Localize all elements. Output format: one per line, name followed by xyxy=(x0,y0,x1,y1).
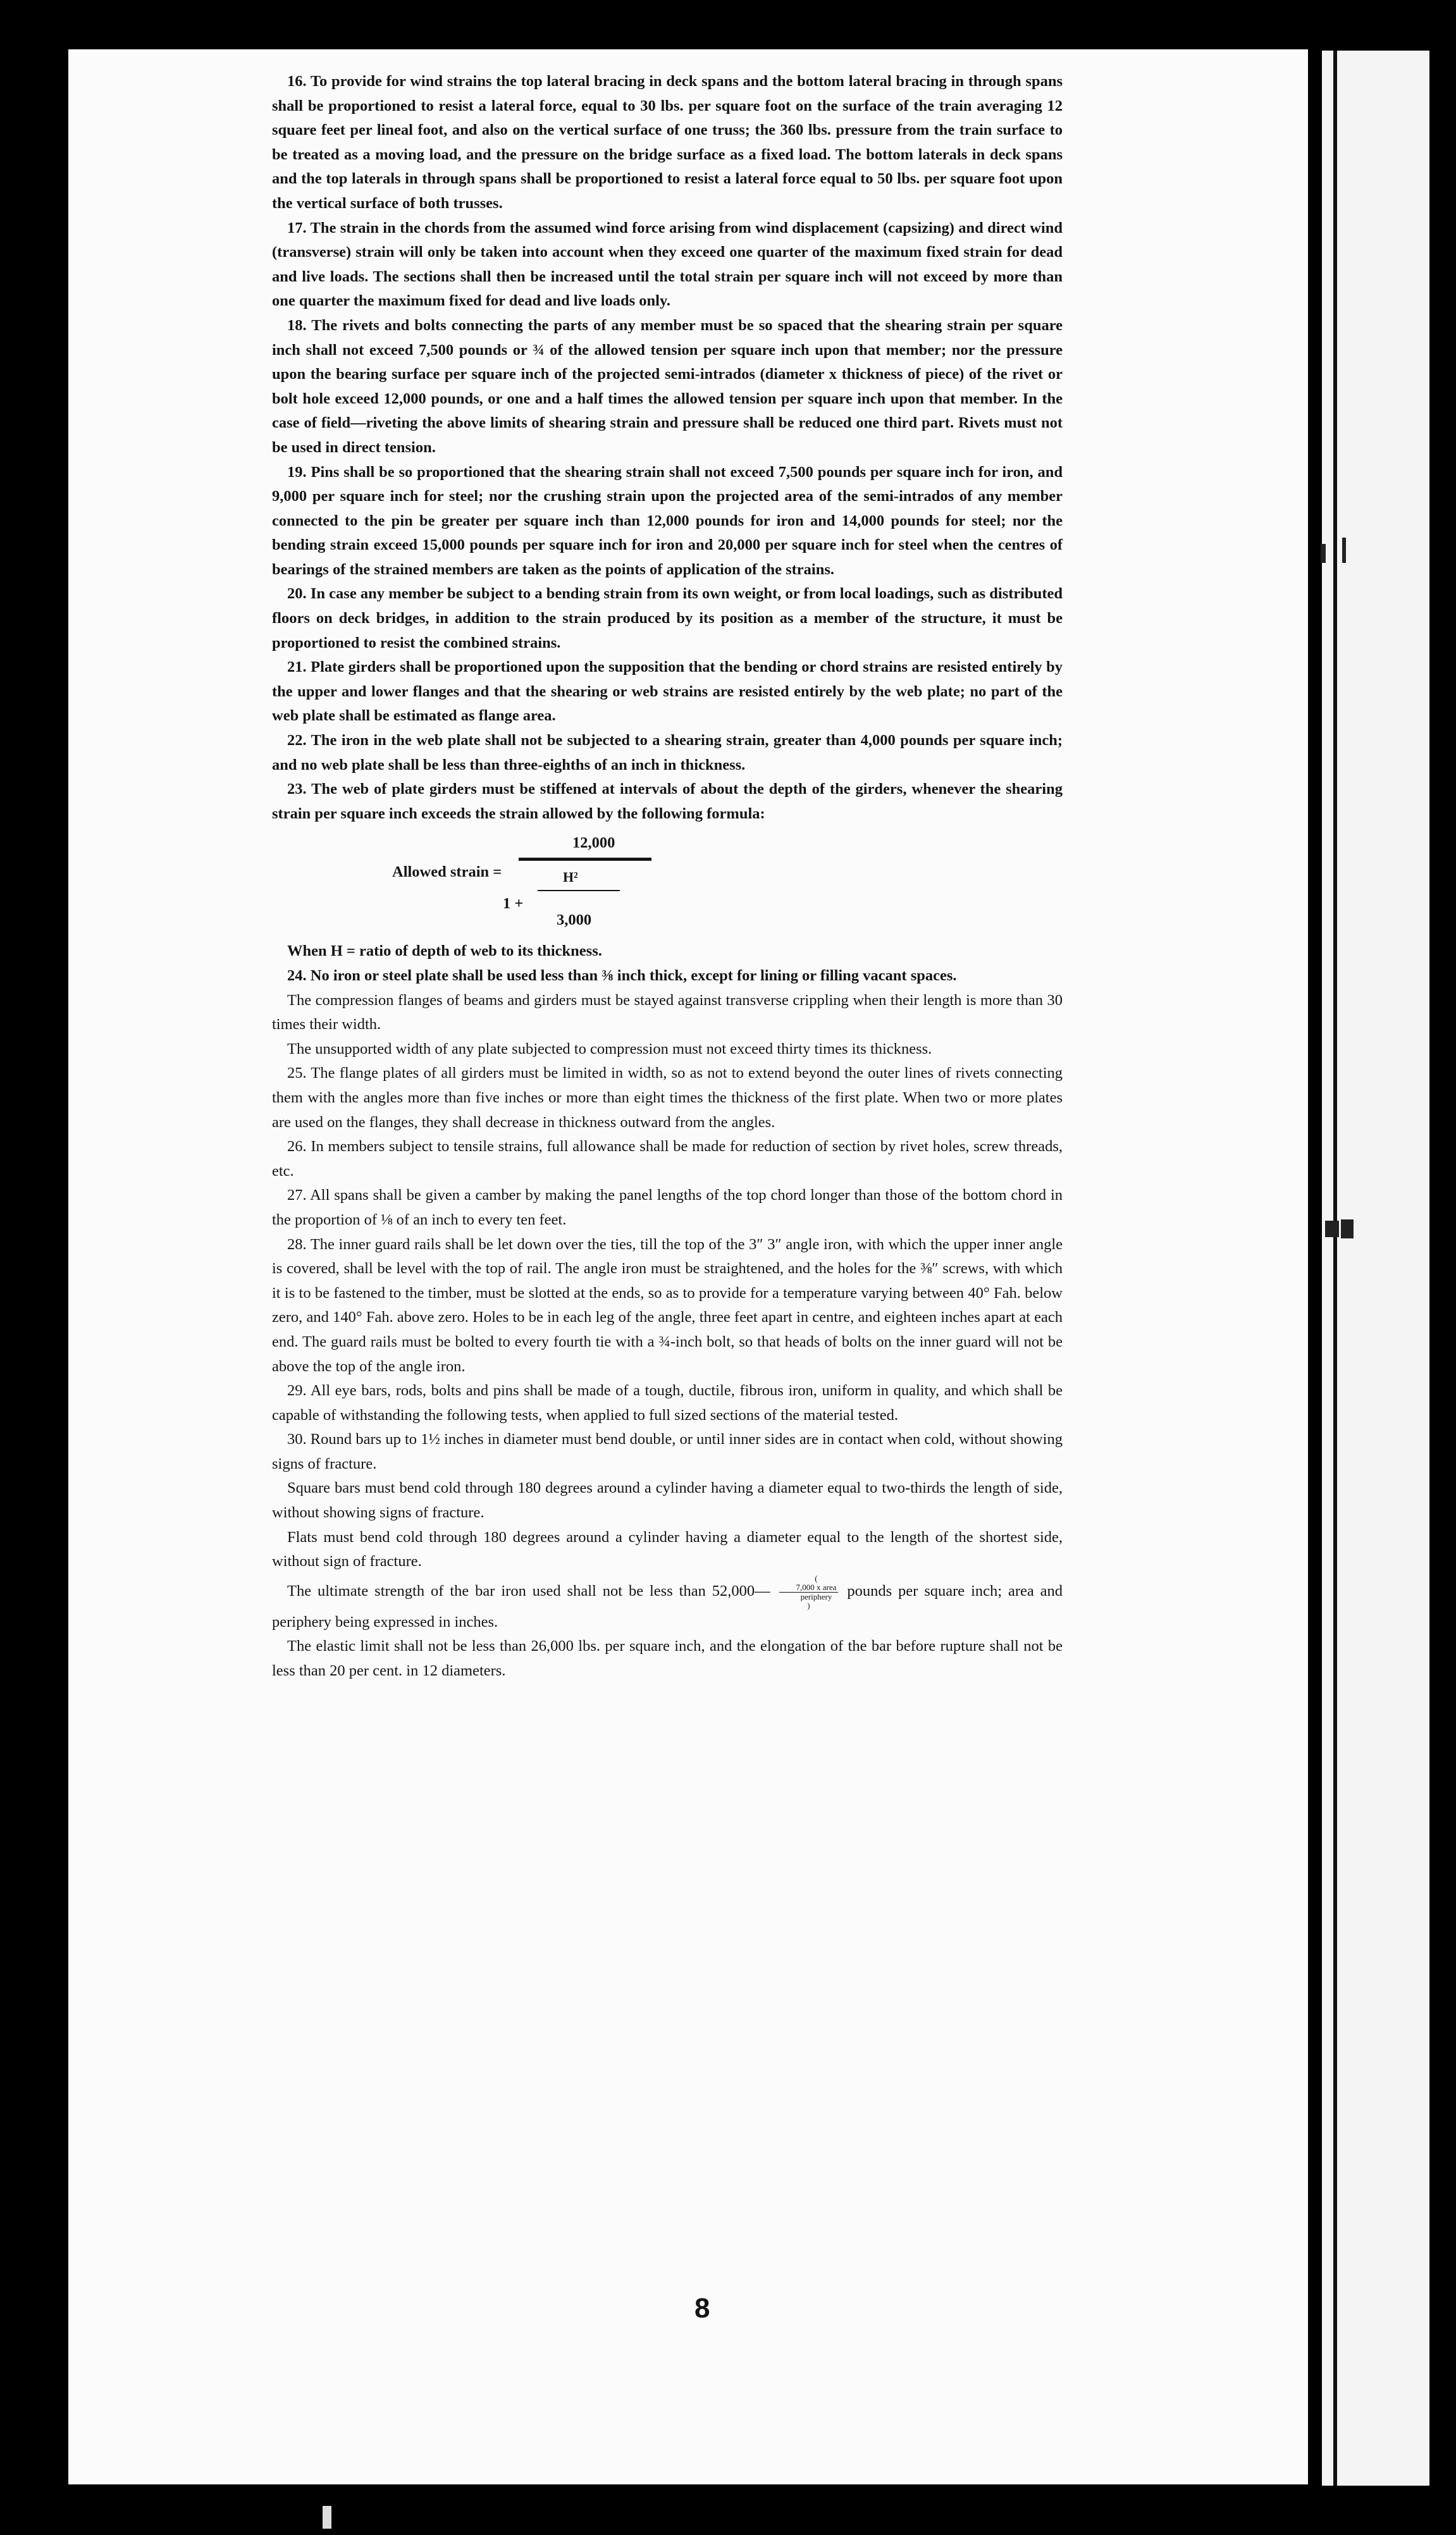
strength-fraction-top: 7,000 x area xyxy=(779,1583,839,1593)
paragraph-elastic-limit: The elastic limit shall not be less than 26,000 lbs. per square inch, and the elongation of the bar before rupture shall not be less than 20 per cent. in 12 diameters. xyxy=(272,1638,1063,1680)
strength-text-after: pounds per square inch; area and periphery being expressed in inches. xyxy=(272,1582,1063,1631)
formula-fraction-bar xyxy=(519,858,651,861)
paragraph-16: 16. To provide for wind strains the top lateral bracing in deck spans and the bottom lateral bracing in through spans shall be proportioned to resist a lateral force, equal to 30 lbs. per square foot on the surface of the train averaging 12 square feet per lineal foot, and also on the vertical surface of one truss; the 360 lbs. pressure from the train surface to be treated as a moving load, and the pressure on the bridge surface as a fixed load. The bottom laterals in deck spans and the top laterals in through spans shall be proportioned to resist a lateral force equal to 50 lbs. per square foot upon the vertical surface of both trusses. xyxy=(272,73,1063,212)
body-text xyxy=(272,70,1063,1684)
paragraph-29: 29. All eye bars, rods, bolts and pins shall be made of a tough, ductile, fibrous iron, uniform in quality, and which shall be capable of withstanding the following tests, when applied to full sized sections of the material tested. xyxy=(272,1382,1063,1424)
paragraph-26: 26. In members subject to tensile strains, full allowance shall be made for reduction of section by rivet holes, screw threads, etc. xyxy=(272,1138,1063,1180)
formula-numerator: 12,000 xyxy=(572,834,615,852)
paragraph-24: 24. No iron or steel plate shall be used less than ⅜ inch thick, except for lining or filling vacant spaces. xyxy=(287,967,957,984)
paragraph-17: 17. The strain in the chords from the assumed wind force arising from wind displacement (capsizing) and direct wind (transverse) strain will only be taken into account when they exceed one quarter of the maximum fixed strain for dead and live loads. The sections shall then be increased until the total strain per square inch will not exceed by more than one quarter the maximum fixed for dead and live loads only. xyxy=(272,219,1063,310)
formula-label: Allowed strain = xyxy=(392,863,502,881)
formula-denominator: 3,000 xyxy=(557,911,592,929)
paragraph-square-bars: Square bars must bend cold through 180 degrees around a cylinder having a diameter equal to two-thirds the length of side, without showing signs of fracture. xyxy=(272,1479,1063,1522)
paragraph-22: 22. The iron in the web plate shall not be subjected to a shearing strain, greater than 4,000 pounds per square inch; and no web plate shall be less than three-eighths of an inch in thickness. xyxy=(272,732,1063,774)
adjacent-page-edge xyxy=(1322,51,1429,2486)
strength-fraction: ( 7,000 x area periphery ) xyxy=(779,1574,839,1610)
allowed-strain-formula xyxy=(272,830,1063,934)
paragraph-27: 27. All spans shall be given a camber by making the panel lengths of the top chord longer than those of the bottom chord in the proportion of ⅛ of an inch to every ten feet. xyxy=(272,1187,1063,1228)
paragraph-compression-flanges: The compression flanges of beams and girders must be stayed against transverse crippling when their length is more than 30 times their width. xyxy=(272,991,1063,1033)
paragraph-20: 20. In case any member be subject to a bending strain from its own weight, or from local loadings, such as distributed floors on deck bridges, in addition to the strain produced by its position as a member of the structure, it must be proportioned to resist the combined strains. xyxy=(272,585,1063,651)
formula-h-squared: H² xyxy=(563,869,578,885)
scan-mark xyxy=(323,2506,331,2529)
paragraph-30: 30. Round bars up to 1½ inches in diameter must bend double, or until inner sides are in contact when cold, without showing signs of fracture. xyxy=(272,1431,1063,1472)
paragraph-18: 18. The rivets and bolts connecting the parts of any member must be so spaced that the shearing strain per square inch shall not exceed 7,500 pounds or ¾ of the allowed tension per square inch upon that member; nor the pressure upon the bearing surface per square inch of the projected semi-intrados (diameter x thickness of piece) of the rivet or bolt hole exceed 12,000 pounds, or one and a half times the allowed tension per square inch upon that member. In the case of field—riveting the above limits of shearing strain and pressure shall be reduced one third part. Rivets must not be used in direct tension. xyxy=(272,316,1063,456)
paragraph-25: 25. The flange plates of all girders must be limited in width, so as not to extend beyond the outer lines of rivets connecting them with the angles more than five inches or more than eight times the thickness of the first plate. When two or more plates are used on the flanges, they shall decrease in thickness outward from the angles. xyxy=(272,1064,1063,1131)
paragraph-ultimate-strength xyxy=(272,1574,1063,1635)
page-gutter-line xyxy=(1333,51,1337,2486)
paragraph-23: 23. The web of plate girders must be stiffened at intervals of about the depth of the girders, whenever the shearing strain per square inch exceeds the strain allowed by the following formula: xyxy=(272,780,1063,822)
scan-mark xyxy=(1325,1221,1339,1237)
strength-text-before: The ultimate strength of the bar iron used shall not be less than 52,000— xyxy=(287,1582,770,1600)
paragraph-when-h: When H = ratio of depth of web to its thickness. xyxy=(287,942,602,960)
paragraph-28: 28. The inner guard rails shall be let down over the ties, till the top of the 3″ 3″ angle iron, with which the upper inner angle is covered, shall be level with the top of rail. The angle iron must be straightened, and the holes for the ⅜″ screws, with which it is to be fastened to the timber, must be slotted at the ends, so as to provide for a temperature varying between 40° Fah. below zero, and 140° Fah. above zero. Holes to be in each leg of the angle, three feet apart in centre, and eighteen inches apart at each end. The guard rails must be bolted to every fourth tie with a ¾-inch bolt, so that heads of bolts on the inner guard will not be above the top of the angle iron. xyxy=(272,1235,1063,1375)
formula-inner-bar xyxy=(538,890,620,891)
scan-mark xyxy=(1341,1219,1354,1238)
scan-mark xyxy=(1321,544,1326,563)
page-number: 8 xyxy=(694,2293,710,2324)
paragraph-flats: Flats must bend cold through 180 degrees around a cylinder having a diameter equal to the length of the shortest side, without sign of fracture. xyxy=(272,1528,1063,1570)
formula-one-plus: 1 + xyxy=(503,895,524,913)
strength-fraction-bottom: periphery xyxy=(800,1591,832,1601)
paragraph-unsupported-width: The unsupported width of any plate subjected to compression must not exceed thirty times its thickness. xyxy=(287,1040,932,1058)
scan-mark xyxy=(1342,538,1346,563)
paragraph-19: 19. Pins shall be so proportioned that the shearing strain shall not exceed 7,500 pounds per square inch for iron, and 9,000 per square inch for steel; nor the crushing strain upon the projected area of the semi-intrados of any member connected to the pin be greater per square inch than 12,000 pounds for iron and 14,000 pounds for steel; nor the bending strain exceed 15,000 pounds per square inch for iron and 20,000 per square inch for steel when the centres of bearings of the strained members are taken as the points of application of the strains. xyxy=(272,463,1063,578)
paragraph-21: 21. Plate girders shall be proportioned upon the supposition that the bending or chord strains are resisted entirely by the upper and lower flanges and that the shearing or web strains are resisted entirely by the web plate; no part of the web plate shall be estimated as flange area. xyxy=(272,658,1063,725)
